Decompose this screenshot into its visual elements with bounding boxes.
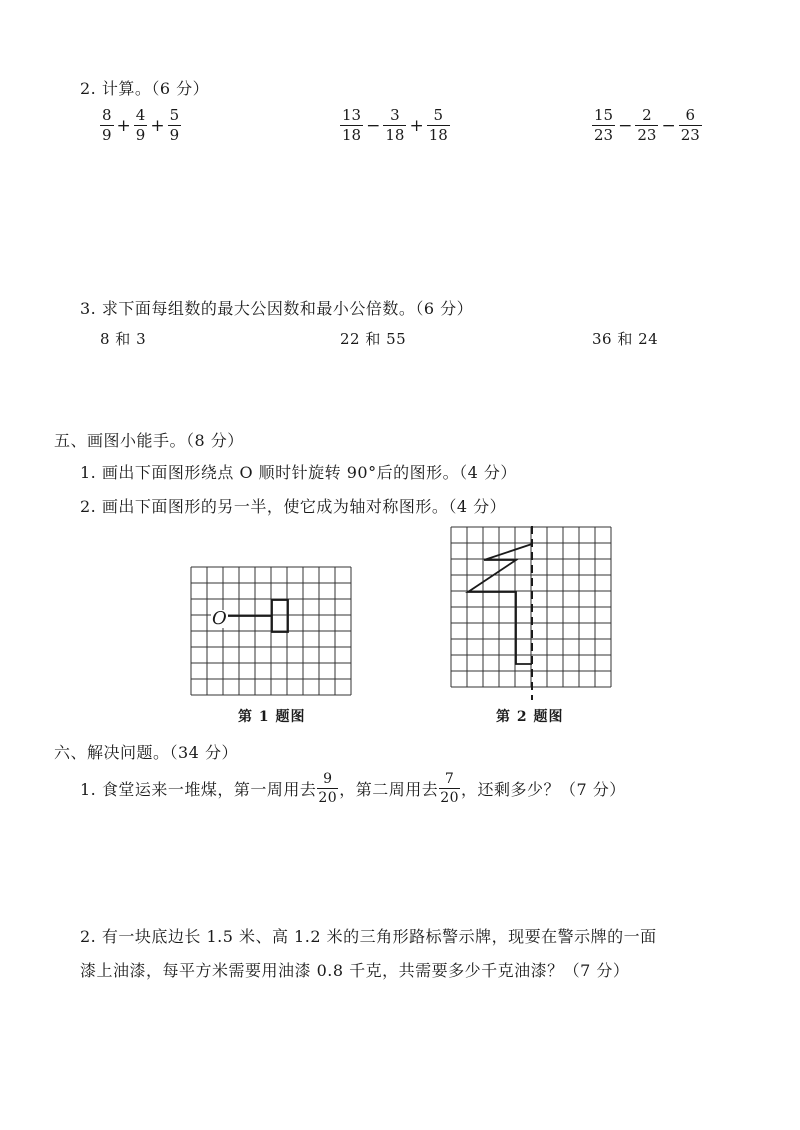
problem-2-line-1: 2. 有一块底边长 1.5 米、高 1.2 米的三角形路标警示牌，现要在警示牌的一面 xyxy=(80,927,657,946)
fraction: $\frac{5}{18}$ xyxy=(428,106,448,144)
grid-figure-1 xyxy=(190,566,356,700)
number-pair: 22 和 55 xyxy=(340,330,407,348)
fraction: $\frac{9}{20}$ xyxy=(318,771,338,806)
fraction: $\frac{13}{18}$ xyxy=(342,106,362,144)
figure-caption-2: 第 2 题图 xyxy=(496,709,564,725)
half-figure xyxy=(468,544,532,664)
problem-2-line-2: 漆上油漆，每平方米需要用油漆 0.8 千克，共需要多少千克油漆？（7 分） xyxy=(80,961,630,980)
operator: + xyxy=(409,115,424,136)
fraction: $\frac{5}{9}$ xyxy=(169,106,180,144)
operator: + xyxy=(150,115,165,136)
calc-expression-3 xyxy=(592,108,702,143)
calc-title: 2. 计算。（6 分） xyxy=(80,79,210,98)
gcd-title: 3. 求下面每组数的最大公因数和最小公倍数。（6 分） xyxy=(80,299,474,318)
fraction: $\frac{2}{23}$ xyxy=(637,106,657,144)
problems-section-title: 六、解决问题。（34 分） xyxy=(54,743,238,762)
number-pair: 8 和 3 xyxy=(100,330,147,348)
point-o-label: O xyxy=(212,608,227,629)
calc-expression-1 xyxy=(100,108,181,143)
drawing-section-title: 五、画图小能手。（8 分） xyxy=(54,431,244,450)
fraction: $\frac{8}{9}$ xyxy=(102,106,112,144)
drawing-question-2: 2. 画出下面图形的另一半，使它成为轴对称图形。（4 分） xyxy=(80,497,507,516)
drawing-question-1: 1. 画出下面图形绕点 O 顺时针旋转 90°后的图形。（4 分） xyxy=(80,463,517,482)
operator: − xyxy=(366,115,381,136)
problem-1-text: ，第二周用去 xyxy=(339,780,439,799)
problem-1 xyxy=(80,772,626,805)
grid-figure-2 xyxy=(450,526,616,700)
figure-caption-1: 第 1 题图 xyxy=(238,709,306,725)
calc-expression-2 xyxy=(340,108,450,143)
fraction: $\frac{15}{23}$ xyxy=(594,106,614,144)
fraction: $\frac{3}{18}$ xyxy=(385,106,405,144)
problem-1-text: ，还剩多少？（7 分） xyxy=(461,780,626,799)
operator: − xyxy=(661,115,676,136)
operator: − xyxy=(618,115,633,136)
rotation-rectangle xyxy=(272,600,288,632)
number-pair: 36 和 24 xyxy=(592,330,659,348)
problem-1-text: 1. 食堂运来一堆煤，第一周用去 xyxy=(80,780,317,799)
fraction: $\frac{6}{23}$ xyxy=(680,106,700,144)
fraction: $\frac{7}{20}$ xyxy=(440,771,460,806)
fraction: $\frac{4}{9}$ xyxy=(135,106,146,144)
operator: + xyxy=(116,115,131,136)
